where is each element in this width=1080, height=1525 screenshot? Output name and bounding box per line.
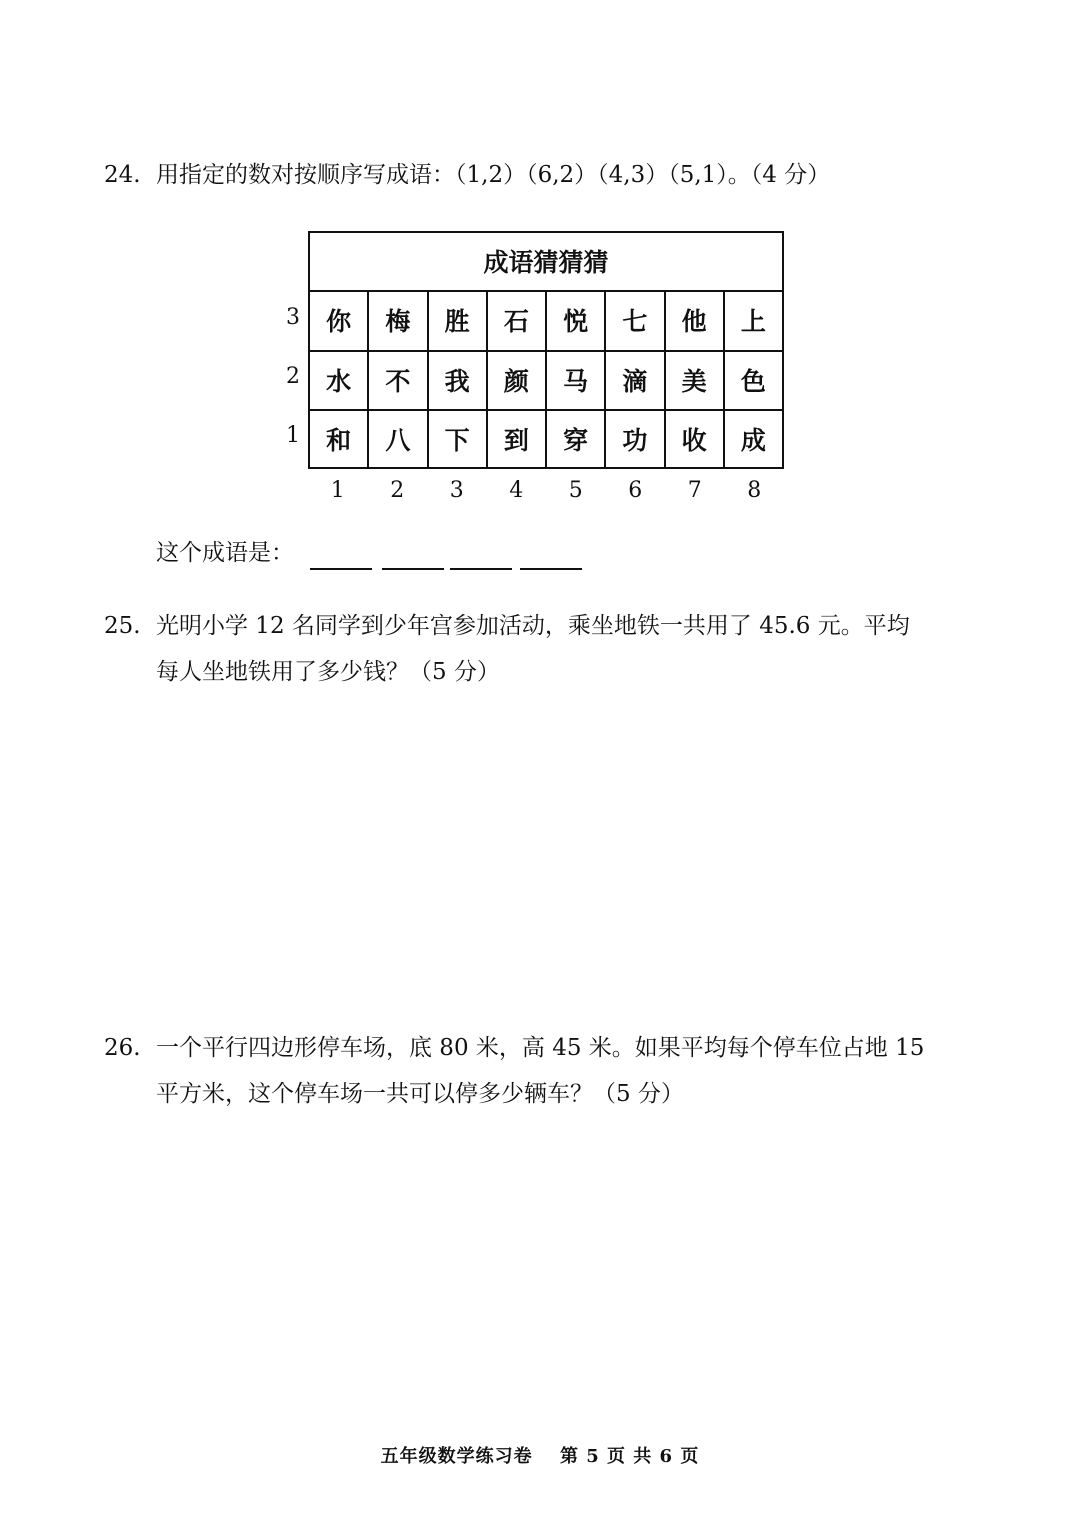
grid-cell: 石 (488, 292, 547, 350)
question-text-line1: 光明小学 12 名同学到少年宫参加活动，乘坐地铁一共用了 45.6 元。平均 (156, 613, 910, 639)
grid-cell: 七 (606, 292, 665, 350)
question-text-line2: 每人坐地铁用了多少钱？（5 分） (156, 659, 500, 685)
row-label-3: 3 (286, 305, 300, 330)
answer-blank[interactable] (450, 568, 512, 570)
grid-cell: 色 (740, 367, 766, 396)
question-text: 用指定的数对按顺序写成语：（1,2）（6,2）（4,3）（5,1）。（4 分） (156, 162, 831, 188)
question-number: 25. (104, 613, 141, 639)
column-label: 8 (747, 478, 762, 503)
grid-row (310, 292, 782, 352)
grid-cell: 到 (488, 411, 547, 467)
grid-title: 成语猜猜猜 (310, 233, 782, 292)
grid-cell: 马 (547, 352, 606, 409)
exam-name: 五年级数学练习卷 (380, 1446, 533, 1467)
answer-blank[interactable] (382, 568, 444, 570)
idiom-grid (308, 231, 784, 469)
page-info: 第 5 页 共 6 页 (559, 1446, 700, 1467)
question-text-line2: 平方米，这个停车场一共可以停多少辆车？（5 分） (156, 1081, 684, 1107)
question-text-line1: 一个平行四边形停车场，底 80 米，高 45 米。如果平均每个停车位占地 15 (156, 1035, 925, 1061)
grid-cell: 胜 (429, 292, 488, 350)
grid-cell: 不 (369, 352, 428, 409)
column-label: 6 (628, 478, 643, 503)
answer-blank[interactable] (310, 568, 372, 570)
question-number: 24. (104, 162, 141, 188)
question-26 (104, 1025, 1004, 1117)
question-24 (104, 152, 1004, 198)
column-label: 1 (330, 478, 345, 503)
grid-cell: 美 (666, 352, 725, 409)
grid-cell: 和 (310, 411, 369, 467)
grid-cell: 你 (310, 292, 369, 350)
grid-cell: 下 (429, 411, 488, 467)
grid-cell: 滴 (606, 352, 665, 409)
grid-row (310, 411, 782, 467)
grid-cell: 悦 (547, 292, 606, 350)
answer-blank[interactable] (520, 568, 582, 570)
grid-cell: 成 (740, 426, 766, 455)
column-labels (308, 478, 784, 503)
column-label: 3 (449, 478, 464, 503)
column-label: 7 (687, 478, 702, 503)
page-footer (0, 1442, 1080, 1468)
grid-cell: 上 (740, 307, 766, 336)
grid-cell: 梅 (369, 292, 428, 350)
row-label-1: 1 (286, 423, 300, 448)
grid-cell: 穿 (547, 411, 606, 467)
column-label: 4 (509, 478, 524, 503)
column-label: 2 (390, 478, 405, 503)
grid-cell: 八 (369, 411, 428, 467)
grid-cell: 颜 (488, 352, 547, 409)
answer-label: 这个成语是： (156, 540, 294, 566)
question-25 (104, 603, 1004, 695)
question-number: 26. (104, 1035, 141, 1061)
grid-cell: 功 (606, 411, 665, 467)
grid-row (310, 352, 782, 411)
grid-cell: 他 (666, 292, 725, 350)
grid-cell: 收 (666, 411, 725, 467)
row-label-2: 2 (286, 364, 300, 389)
grid-cell: 水 (310, 352, 369, 409)
column-label: 5 (568, 478, 583, 503)
grid-cell: 我 (429, 352, 488, 409)
